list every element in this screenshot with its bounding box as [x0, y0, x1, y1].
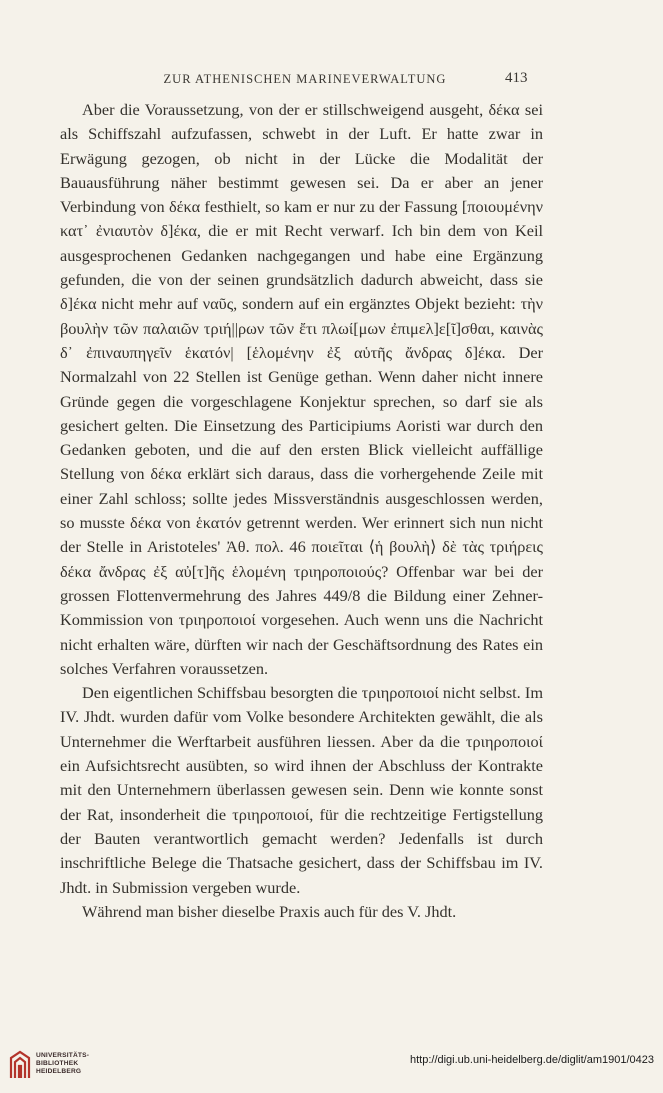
page-number: 413	[505, 70, 528, 86]
running-head: ZUR ATHENISCHEN MARINEVERWALTUNG	[163, 72, 447, 86]
paragraph-2: Den eigentlichen Schiffsbau besorgten die τριηροποιοί nicht selbst. Im IV. Jhdt. wurden dafür vom Volke besondere Architekten gewählt, die als Unternehmer die Werftarbeit ausführen liessen. Aber da die τριηροποιοί ein Aufsichtsrecht ausübten, so wird ihnen der Abschluss der Kontrakte mit den Unternehmern überlassen gewesen sein. Denn wie konnte sonst der Rat, insonderheit die τριηροποιοί, für die rechtzeitige Fertigstellung der Bauten verantwortlich gemacht werden? Jedenfalls ist durch inschriftliche Belege die Thatsache gesichert, dass der Schiffsbau im IV. Jhdt. in Submission vergeben wurde.	[60, 683, 543, 897]
library-name	[36, 1052, 89, 1076]
library-name-line-2: BIBLIOTHEK	[36, 1060, 79, 1067]
heidelberg-library-logo-icon	[9, 1050, 31, 1080]
paragraph-1: Aber die Voraussetzung, von der er stillschweigend ausgeht, δέκα sei als Schiffszahl aufzufassen, schwebt in der Luft. Er hatte zwar in Erwägung gezogen, ob nicht in der Lücke die Modalität der Bauausführung näher bestimmt gewesen sei. Da er aber an jener Verbindung von δέκα festhielt, so kam er nur zu der Fassung [ποιουμένην κατ᾽ ἐνιαυτὸν δ]έκα, die er mit Recht verwarf. Ich bin dem von Keil ausgesprochenen Gedanken nachgegangen und habe eine Ergänzung gefunden, die von der seinen grundsätzlich dadurch abweicht, dass sie δ]έκα nicht mehr auf ναῦς, sondern auf ein ergänztes Objekt bezieht: τὴν βουλὴν τῶν παλαιῶν τριή||ρων τῶν ἔτι πλωί[μων ἐπιμελ]ε[ῖ]σθαι, καινὰς δ᾽ ἐπιναυπηγεῖν ἑκατόν| [ἑλομένην ἐξ αὑτῆς ἄνδρας δ]έκα. Der Normalzahl von 22 Stellen ist Genüge gethan. Wenn daher nicht innere Gründe gegen die vorgeschlagene Konjektur sprechen, so darf sie als gesichert gelten. Die Einsetzung des Participiums Aoristi war durch den Gedanken geboten, und die auf den ersten Blick vielleicht auffällige Stellung von δέκα erklärt sich daraus, dass die vorhergehende Zeile mit einer Zahl schloss; sollte jedes Missverständnis ausgeschlossen werden, so musste δέκα von ἑκατόν getrennt werden. Wer erinnert sich nun nicht der Stelle in Aristoteles' Ἀθ. πολ. 46 ποιεῖται ⟨ἡ βουλὴ⟩ δὲ τὰς τριήρεις δέκα ἄνδρας ἐξ αὐ[τ]ῆς ἑλομένη τριηροποιούς? Offenbar war bei der grossen Flottenvermehrung des Jahres 449/8 die Bildung einer Zehner-Kommission von τριηροποιοί vorgesehen. Auch wenn uns die Nachricht nicht erhalten wäre, dürften wir nach der Geschäftsordnung des Rates ein solches Verfahren voraussetzen.	[60, 100, 543, 678]
library-name-line-3: HEIDELBERG	[36, 1068, 82, 1075]
library-name-line-1: UNIVERSITÄTS-	[36, 1052, 90, 1059]
paragraph-3: Während man bisher dieselbe Praxis auch für des V. Jhdt.	[82, 901, 457, 921]
source-url-link[interactable]: http://digi.ub.uni-heidelberg.de/diglit/am1901/0423	[409, 1054, 654, 1066]
body-text	[60, 98, 543, 924]
